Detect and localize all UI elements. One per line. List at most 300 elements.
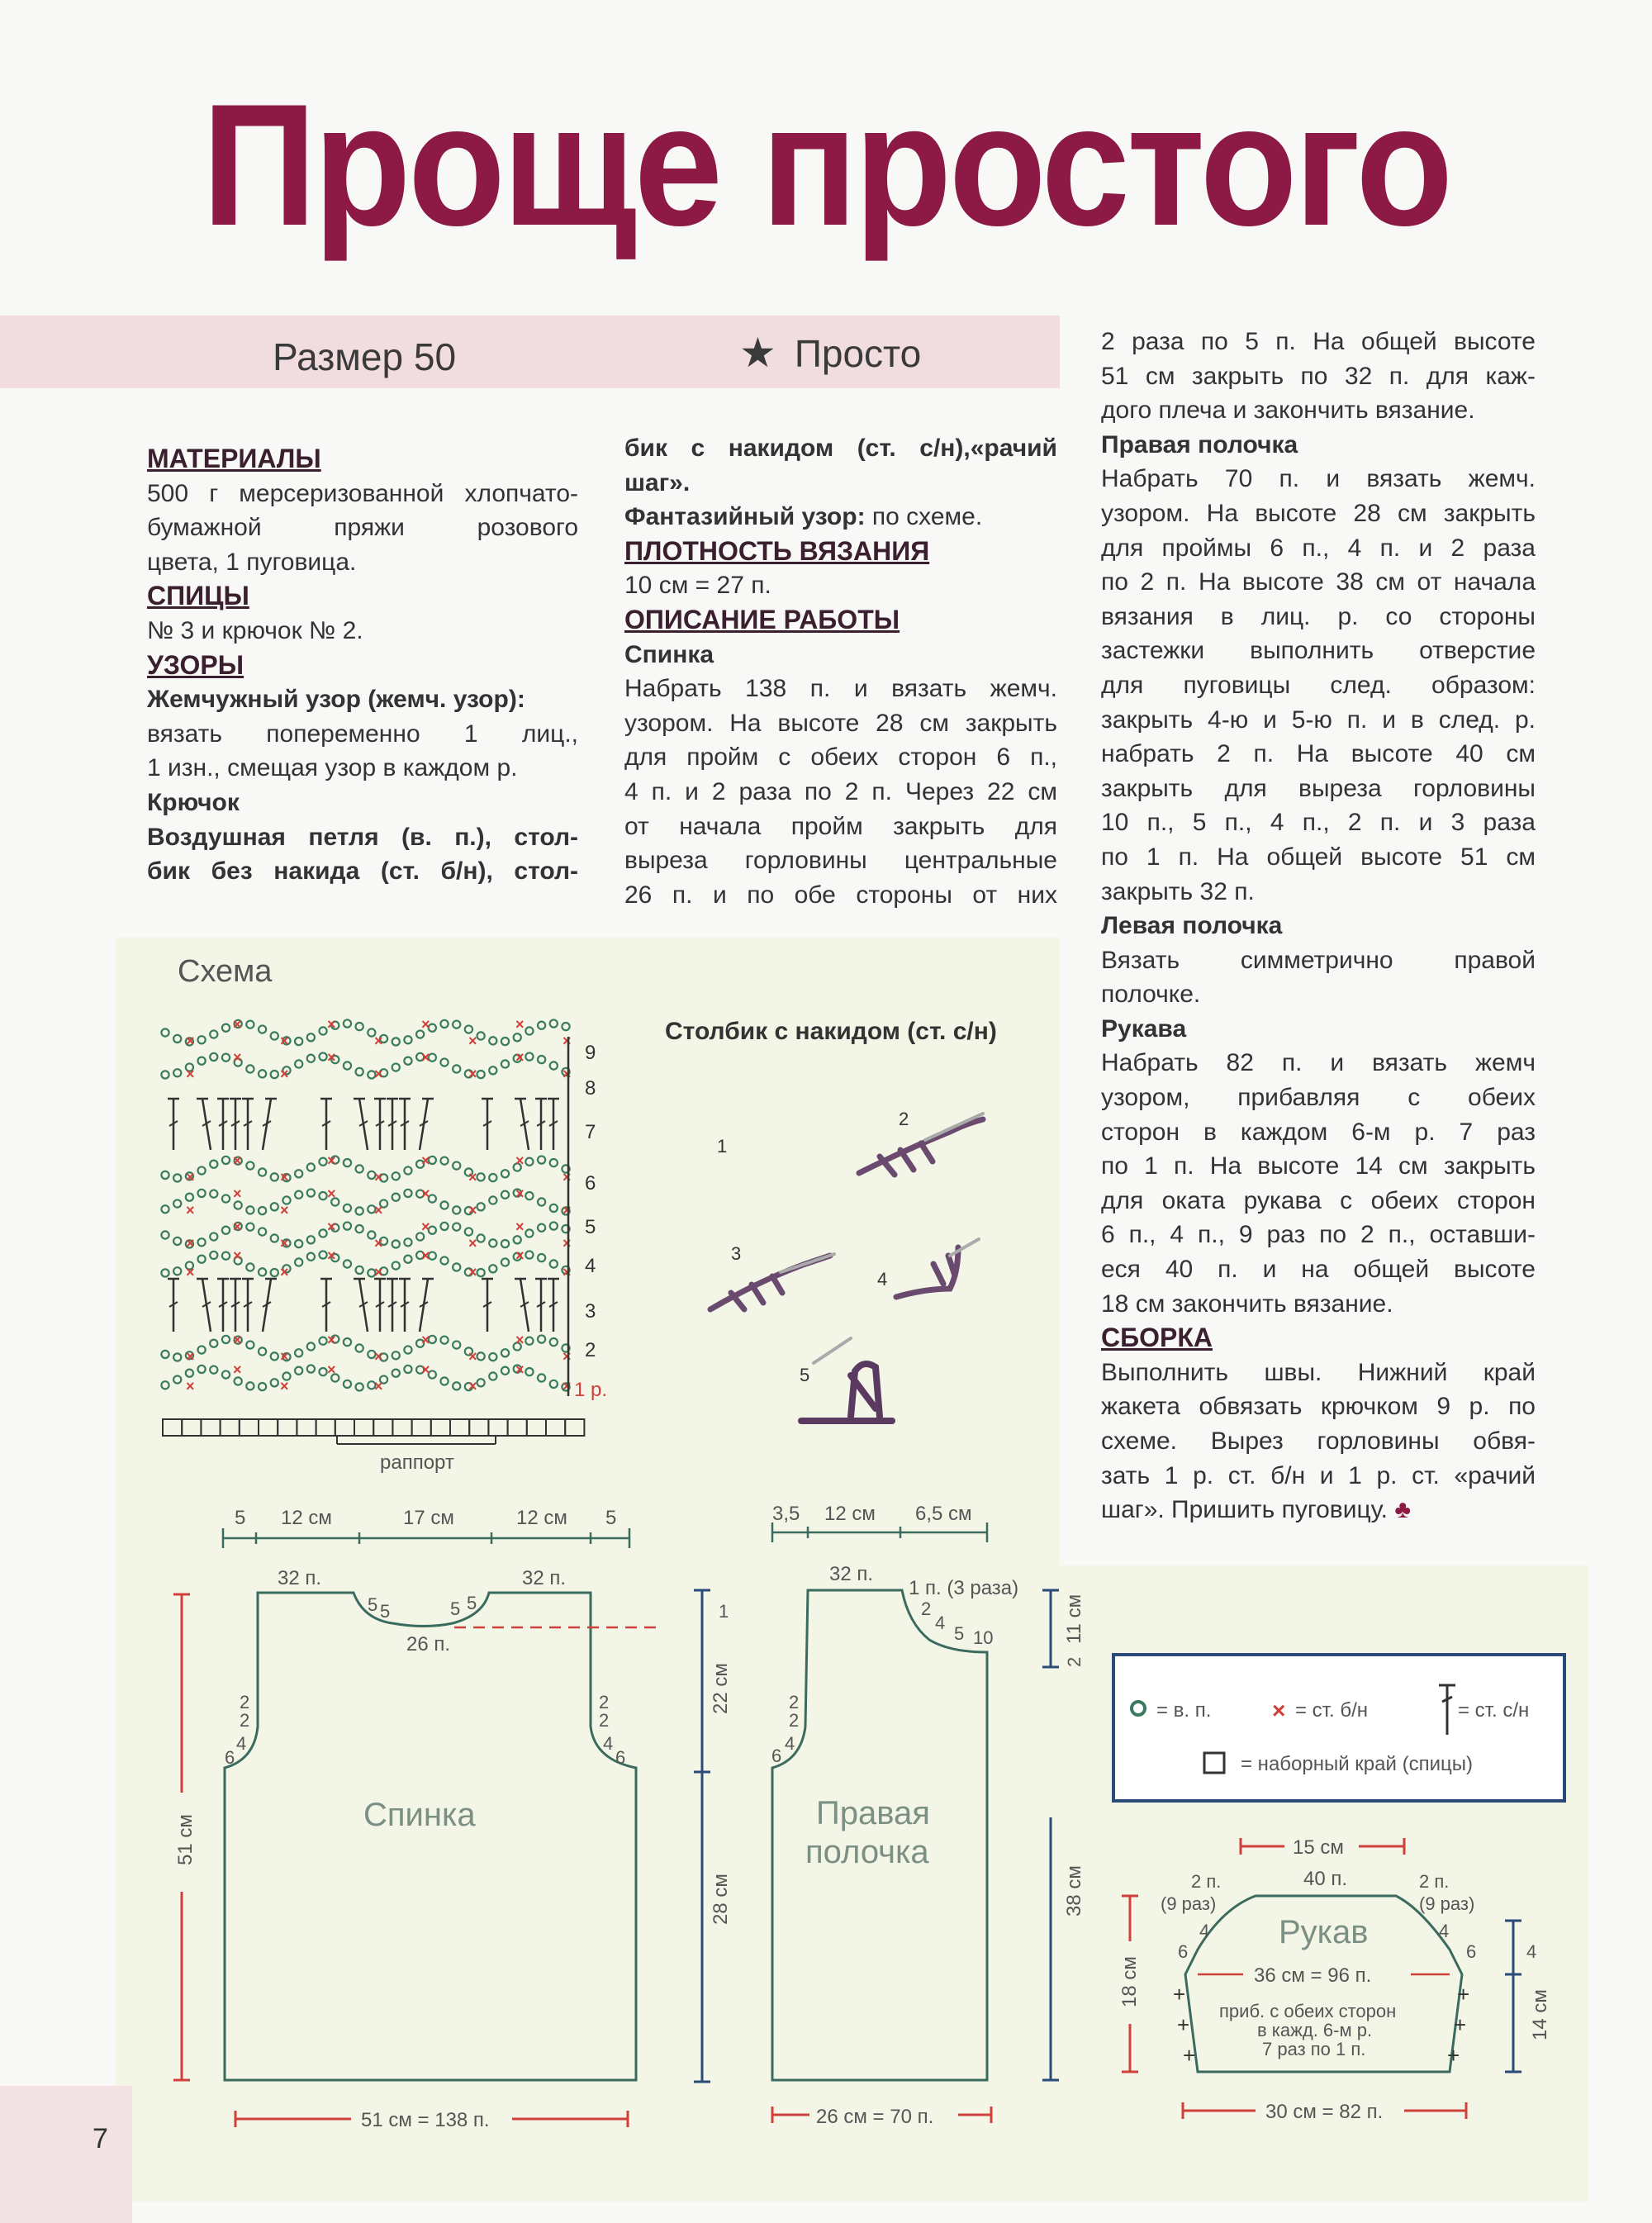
sleeves-heading: Рукава (1101, 1014, 1187, 1043)
chain-mark (161, 1205, 169, 1213)
text-line: цвета, 1 пуговица. (147, 548, 357, 576)
text-line: для проймы 6 п., 4 п. и 2 раза (1101, 534, 1536, 562)
sleeve-inc-3: 7 раз по 1 п. (1262, 2039, 1366, 2059)
chain-mark (453, 1161, 460, 1169)
front-neck-5: 10 (973, 1627, 994, 1648)
back-bottom: 51 см = 138 п. (361, 2109, 490, 2131)
sc-mark: × (421, 1152, 430, 1169)
chain-mark (525, 1052, 533, 1060)
text-line: 4 п. и 2 раза по 2 п. Через 22 см (624, 777, 1057, 805)
sc-mark: × (186, 1378, 195, 1394)
sc-mark: × (280, 1378, 289, 1394)
text-line: для пройм с обеих сторон 6 п., (624, 743, 1057, 772)
text-line: вязать попеременно 1 лиц., (147, 720, 578, 748)
sleeve-h-right-top: 4 (1526, 1941, 1537, 1962)
back-h-top: 1 (719, 1601, 729, 1622)
sc-mark: × (186, 1264, 195, 1280)
chain-mark (161, 1028, 169, 1036)
row-label: 4 (585, 1255, 596, 1277)
chain-mark (319, 1158, 326, 1166)
sleeve-r6: 6 (1466, 1941, 1477, 1962)
neck-step: 5 (380, 1601, 391, 1622)
chain-mark (222, 1024, 230, 1032)
text-line: 51 см закрыть по 32 п. для каж- (1101, 362, 1536, 390)
chain-mark (161, 1351, 169, 1358)
chain-mark (477, 1269, 485, 1276)
chain-mark (295, 1170, 302, 1177)
chain-mark (271, 1203, 278, 1210)
front-neck-1: 1 п. (3 раза) (909, 1577, 1019, 1599)
text-line: по 1 п. На общей высоте 51 см (1101, 843, 1536, 871)
page-number: 7 (93, 2123, 108, 2154)
sc-mark: × (515, 1152, 525, 1169)
chain-mark (210, 1053, 217, 1061)
text-line: 500 г мерсеризованной хлопчато- (147, 479, 578, 507)
text-line: набрать 2 п. На высоте 40 см (1101, 740, 1536, 768)
text-line: сторон в каждом 6-м р. 7 раз (1101, 1118, 1536, 1146)
chain-mark (440, 1157, 448, 1165)
edge-mark (259, 1419, 278, 1436)
legend-sc: = ст. б/н (1295, 1699, 1369, 1722)
chain-mark (271, 1173, 278, 1180)
chain-mark (477, 1234, 485, 1242)
legend-edge: = наборный край (спицы) (1241, 1753, 1473, 1775)
sc-mark: × (563, 1378, 572, 1394)
sc-mark: × (563, 1264, 572, 1280)
chain-mark (453, 1223, 460, 1231)
row-label: 1 р. (574, 1379, 608, 1401)
legend-chain: = в. п. (1156, 1699, 1212, 1722)
sleeve-l4: 4 (1199, 1921, 1210, 1941)
back-label: Спинка (363, 1797, 476, 1833)
sc-icon: × (1272, 1698, 1286, 1723)
chain-mark (222, 1054, 230, 1062)
chain-mark (246, 1223, 254, 1231)
chain-mark (392, 1038, 400, 1045)
chain-mark (307, 1236, 315, 1243)
chain-mark (161, 1071, 169, 1078)
edge-mark (278, 1419, 297, 1436)
sleeve-l6: 6 (1178, 1941, 1189, 1962)
chain-mark (538, 1198, 545, 1205)
chain-mark (440, 1201, 448, 1209)
chain-mark (186, 1370, 193, 1377)
chain-mark (295, 1060, 302, 1067)
assembly-heading: СБОРКА (1101, 1323, 1213, 1353)
chain-mark (525, 1368, 533, 1375)
text-line: Набрать 82 п. и вязать жемч (1101, 1049, 1536, 1077)
chain-mark (307, 1055, 315, 1062)
edge-mark (221, 1419, 240, 1436)
chain-mark (525, 1192, 533, 1199)
chain-mark (271, 1379, 278, 1386)
fancy-text: по схеме. (865, 503, 983, 531)
front-shoulder: 32 п. (829, 1563, 874, 1585)
edge-mark (201, 1419, 220, 1436)
sc-mark: × (233, 1185, 242, 1202)
chain-mark (525, 1229, 533, 1237)
sc-mark: × (374, 1066, 383, 1082)
chain-mark (453, 1341, 460, 1348)
chain-mark (161, 1231, 169, 1238)
back-shoulder-r: 32 п. (522, 1567, 567, 1589)
arm-step: 2 (240, 1692, 250, 1712)
sc-mark: × (186, 1169, 195, 1185)
sleeve-side-r-2: (9 раз) (1419, 1893, 1475, 1914)
chain-mark (222, 1227, 230, 1234)
dim-label: 12 см (824, 1503, 876, 1525)
chain-mark (477, 1032, 485, 1039)
chain-mark (197, 1166, 205, 1174)
front-neck-2: 2 (921, 1598, 932, 1619)
sc-mark: × (327, 1218, 336, 1235)
chain-mark (550, 1159, 558, 1166)
chain-mark (538, 1254, 545, 1261)
sc-mark: × (563, 1202, 572, 1218)
text-line: № 3 и крючок № 2. (147, 616, 363, 644)
edge-mark (565, 1419, 584, 1436)
sleeve-h-right: 14 см (1529, 1989, 1551, 2040)
step-number: 4 (877, 1269, 888, 1290)
chain-mark (319, 1192, 326, 1199)
row-label: 8 (585, 1077, 596, 1100)
arm-step: 2 (599, 1710, 610, 1731)
back-neck: 26 п. (406, 1633, 451, 1655)
step-number: 2 (899, 1109, 909, 1129)
sleeve-inc-2: в кажд. 6-м р. (1257, 2020, 1373, 2040)
chain-mark (197, 1366, 205, 1373)
needles-heading: СПИЦЫ (147, 581, 249, 611)
arm-step: 6 (615, 1747, 626, 1768)
sc-mark: × (563, 1066, 572, 1082)
front-h-2: 2 (1064, 1656, 1085, 1667)
chain-mark (440, 1223, 448, 1230)
chain-mark (453, 1021, 460, 1028)
chain-mark (246, 1341, 254, 1348)
row-label: 5 (585, 1216, 596, 1238)
chain-mark (197, 1256, 205, 1263)
svg-text:+: + (1447, 2043, 1460, 2068)
chain-mark (173, 1199, 181, 1207)
text-line: застежки выполнить отверстие (1101, 637, 1536, 665)
sc-mark: × (327, 1049, 336, 1066)
edge-mark (450, 1419, 469, 1436)
chain-mark (197, 1057, 205, 1065)
edge-mark (412, 1419, 431, 1436)
edge-mark (392, 1419, 411, 1436)
back-shoulder-l: 32 п. (278, 1567, 322, 1589)
chain-mark (501, 1258, 509, 1266)
sc-mark: × (421, 1185, 430, 1202)
edge-mark (469, 1419, 488, 1436)
chain-mark (210, 1161, 217, 1168)
chain-mark (319, 1337, 326, 1345)
sc-mark: × (421, 1332, 430, 1348)
arm-step: 4 (603, 1733, 614, 1754)
chain-mark (344, 1338, 351, 1346)
chain-mark (501, 1367, 509, 1375)
text-line: бумажной пряжи розового (147, 514, 578, 542)
stitch-step-3 (710, 1243, 834, 1309)
chain-mark (404, 1238, 411, 1246)
chain-mark (404, 1166, 411, 1174)
stitch-step-2 (859, 1109, 983, 1175)
text-line: Набрать 138 п. и вязать жемч. (624, 675, 1057, 703)
sc-mark: × (280, 1348, 289, 1365)
back-h-lower: 28 см (710, 1874, 732, 1925)
chain-mark (344, 1260, 351, 1267)
size-label: Размер 50 (273, 335, 457, 378)
chain-mark (477, 1203, 485, 1210)
text-line: бик с накидом (ст. с/н),«рачий (624, 435, 1057, 462)
text-line: Вязать симметрично правой (1101, 946, 1536, 974)
sc-mark: × (515, 1218, 525, 1235)
text-line: от начала пройм закрыть для (624, 812, 1057, 840)
chain-mark (489, 1372, 496, 1380)
sc-mark: × (468, 1378, 477, 1394)
sleeve-side-l-1: 2 п. (1191, 1871, 1222, 1892)
edge-mark (316, 1419, 335, 1436)
chain-mark (453, 1382, 460, 1389)
back-side-dims (694, 1590, 710, 2082)
sc-mark: × (468, 1202, 477, 1218)
edge-mark (488, 1419, 507, 1436)
chain-mark (477, 1352, 485, 1360)
dim-label: 12 см (516, 1507, 567, 1529)
row-label: 3 (585, 1300, 596, 1323)
sc-mark: × (327, 1152, 336, 1169)
dim-label: 12 см (281, 1507, 332, 1529)
chain-mark (295, 1240, 302, 1247)
sc-mark: × (327, 1247, 336, 1264)
sc-mark: × (280, 1066, 289, 1082)
density-heading: ПЛОТНОСТЬ ВЯЗАНИЯ (624, 535, 930, 566)
arm-step: 4 (785, 1733, 795, 1754)
edge-mark (335, 1419, 354, 1436)
sc-mark: × (327, 1361, 336, 1378)
edge-mark (508, 1419, 527, 1436)
repeat-bracket (337, 1436, 496, 1474)
chain-mark (538, 1022, 545, 1029)
sc-mark: × (374, 1169, 383, 1185)
sc-mark: × (186, 1235, 195, 1252)
chain-mark (538, 1374, 545, 1381)
chain-mark (259, 1070, 266, 1077)
sc-mark: × (327, 1332, 336, 1348)
text-line: закрыть для выреза горловины (1101, 774, 1536, 802)
chain-mark (489, 1196, 496, 1204)
sleeve-h-left: 18 см (1118, 1956, 1141, 2007)
chain-mark (356, 1023, 363, 1030)
chain-mark (259, 1168, 266, 1176)
chain-mark (404, 1190, 411, 1197)
chain-mark (259, 1025, 266, 1033)
edge-mark (354, 1419, 373, 1436)
chain-mark (210, 1030, 217, 1038)
chain-mark (319, 1251, 326, 1258)
chain-mark (440, 1020, 448, 1028)
club-icon: ♣ (1394, 1496, 1412, 1524)
text-line: еся 40 п. и на общей высоте (1101, 1256, 1536, 1284)
fancy-label: Фантазийный узор: (624, 503, 866, 531)
sc-mark: × (186, 1202, 195, 1218)
edge-mark (431, 1419, 450, 1436)
chain-mark (550, 1260, 558, 1267)
chain-mark (173, 1035, 181, 1043)
chain-mark (246, 1263, 254, 1271)
sleeve-cap: 40 п. (1303, 1868, 1348, 1890)
sc-mark: × (421, 1016, 430, 1033)
sc-mark: × (515, 1016, 525, 1033)
chain-mark (501, 1191, 509, 1199)
step-number: 5 (800, 1365, 810, 1385)
right-front-heading: Правая полочка (1101, 430, 1298, 458)
pearl-title: Жемчужный узор (жемч. узор): (147, 686, 525, 714)
svg-text:+: + (1454, 2012, 1467, 2037)
sc-mark: × (374, 1378, 383, 1394)
chain-mark (356, 1225, 363, 1233)
difficulty-text: Просто (794, 332, 922, 375)
text-line: жакета обвязать крючком 9 р. по (1101, 1393, 1536, 1421)
text-line: Воздушная петля (в. п.), стол- (147, 823, 578, 851)
chain-mark (550, 1338, 558, 1346)
text-line: Выполнить швы. Нижний край (1101, 1358, 1536, 1386)
chain-mark (392, 1261, 400, 1269)
chain-mark (356, 1266, 363, 1274)
chain-mark (246, 1021, 254, 1028)
text-line: закрыть 4-ю и 5-ю п. и в след. р. (1101, 705, 1536, 734)
chain-mark (259, 1228, 266, 1235)
repeat-label: раппорт (380, 1451, 454, 1474)
arm-step: 4 (236, 1733, 247, 1754)
chain-mark (222, 1252, 230, 1260)
sleeve-bottom: 30 см = 82 п. (1265, 2101, 1384, 2123)
sleeve-inc-1: приб. с обеих сторон (1219, 2001, 1397, 2021)
stitch-step-1 (717, 1136, 727, 1157)
svg-text:+: + (1457, 1982, 1470, 2007)
sc-mark: × (280, 1202, 289, 1218)
sc-mark: × (327, 1185, 336, 1202)
sc-mark: × (233, 1218, 242, 1235)
sleeve-r4: 4 (1439, 1921, 1450, 1941)
arm-step: 2 (789, 1692, 800, 1712)
row-label: 7 (585, 1121, 596, 1143)
arm-step: 6 (225, 1747, 235, 1768)
chain-mark (538, 1056, 545, 1063)
chain-mark (356, 1207, 363, 1214)
chain-mark (525, 1158, 533, 1166)
chain-mark (295, 1191, 302, 1199)
chain-mark (440, 1256, 448, 1264)
chain-mark (525, 1027, 533, 1034)
chain-mark (514, 1236, 521, 1243)
chain-mark (550, 1380, 558, 1388)
sc-mark: × (374, 1235, 383, 1252)
svg-text:+: + (1183, 2043, 1196, 2068)
page-title: Проще простого (202, 68, 1450, 262)
chain-mark (197, 1346, 205, 1353)
chain-mark (222, 1195, 230, 1202)
chain-mark (319, 1027, 326, 1034)
sc-mark: × (563, 1169, 572, 1185)
stitch-step-4 (877, 1239, 979, 1297)
sleeve-right-dim (1505, 1921, 1521, 2072)
text-line: узором, прибавляя с обеих (1101, 1084, 1536, 1112)
sleeve-label: Рукав (1279, 1914, 1369, 1950)
chain-mark (295, 1038, 302, 1045)
sc-mark: × (233, 1361, 242, 1378)
front-h-top: 11 см (1063, 1594, 1085, 1644)
text-line: закрыть 32 п. (1101, 877, 1255, 905)
chain-mark (271, 1234, 278, 1242)
arm-step: 6 (771, 1746, 782, 1766)
row-labels (568, 1037, 607, 1401)
materials-heading: МАТЕРИАЛЫ (147, 444, 321, 473)
chain-mark (246, 1065, 254, 1072)
chain-mark (392, 1370, 400, 1377)
chain-mark (440, 1377, 448, 1385)
text-line: зать 1 р. ст. б/н и 1 р. ст. «рачий (1101, 1461, 1536, 1489)
hook-heading: Крючок (147, 788, 240, 816)
chain-mark (404, 1366, 411, 1373)
arm-step: 2 (789, 1710, 800, 1731)
chain-mark (210, 1340, 217, 1347)
sc-mark: × (563, 1348, 572, 1365)
sc-mark: × (280, 1264, 289, 1280)
chain-mark (186, 1194, 193, 1201)
chain-mark (489, 1265, 496, 1272)
chain-mark (271, 1352, 278, 1360)
chain-mark (501, 1038, 509, 1045)
chain-mark (259, 1347, 266, 1355)
sc-mark: × (374, 1264, 383, 1280)
front-bottom: 26 см = 70 п. (816, 2106, 934, 2128)
chain-mark (525, 1337, 533, 1345)
chain-mark (562, 1023, 569, 1030)
text-line: выреза горловины центральные (624, 847, 1057, 875)
chain-mark (356, 1068, 363, 1076)
chain-mark (307, 1033, 315, 1041)
sc-mark: × (374, 1202, 383, 1218)
back-height: 51 см (174, 1814, 197, 1865)
chain-mark (210, 1252, 217, 1259)
edge-mark (373, 1419, 392, 1436)
chain-mark (246, 1206, 254, 1214)
edge-mark (527, 1419, 546, 1436)
chain-mark (501, 1170, 509, 1177)
front-side-dims (1042, 1590, 1059, 2080)
text-line: 1 изн., смещая узор в каждом р. (147, 754, 518, 782)
chain-mark (319, 1052, 326, 1060)
chain-mark (271, 1032, 278, 1039)
sc-mark: × (233, 1332, 242, 1348)
text-line: бик без накида (ст. б/н), стол- (147, 857, 578, 886)
text-line: для пуговицы след. образом: (1101, 671, 1536, 699)
chain-mark (295, 1258, 302, 1266)
chain-mark (271, 1269, 278, 1276)
sc-mark: × (186, 1348, 195, 1365)
chain-mark (235, 1201, 242, 1209)
chain-mark (307, 1365, 315, 1372)
chain-mark (210, 1233, 217, 1240)
chain-mark (514, 1033, 521, 1041)
chain-mark (295, 1367, 302, 1375)
sc-mark: × (280, 1235, 289, 1252)
sc-mark: × (515, 1185, 525, 1202)
chain-mark (259, 1207, 266, 1214)
chain-mark (550, 1062, 558, 1069)
edge-mark (546, 1419, 565, 1436)
